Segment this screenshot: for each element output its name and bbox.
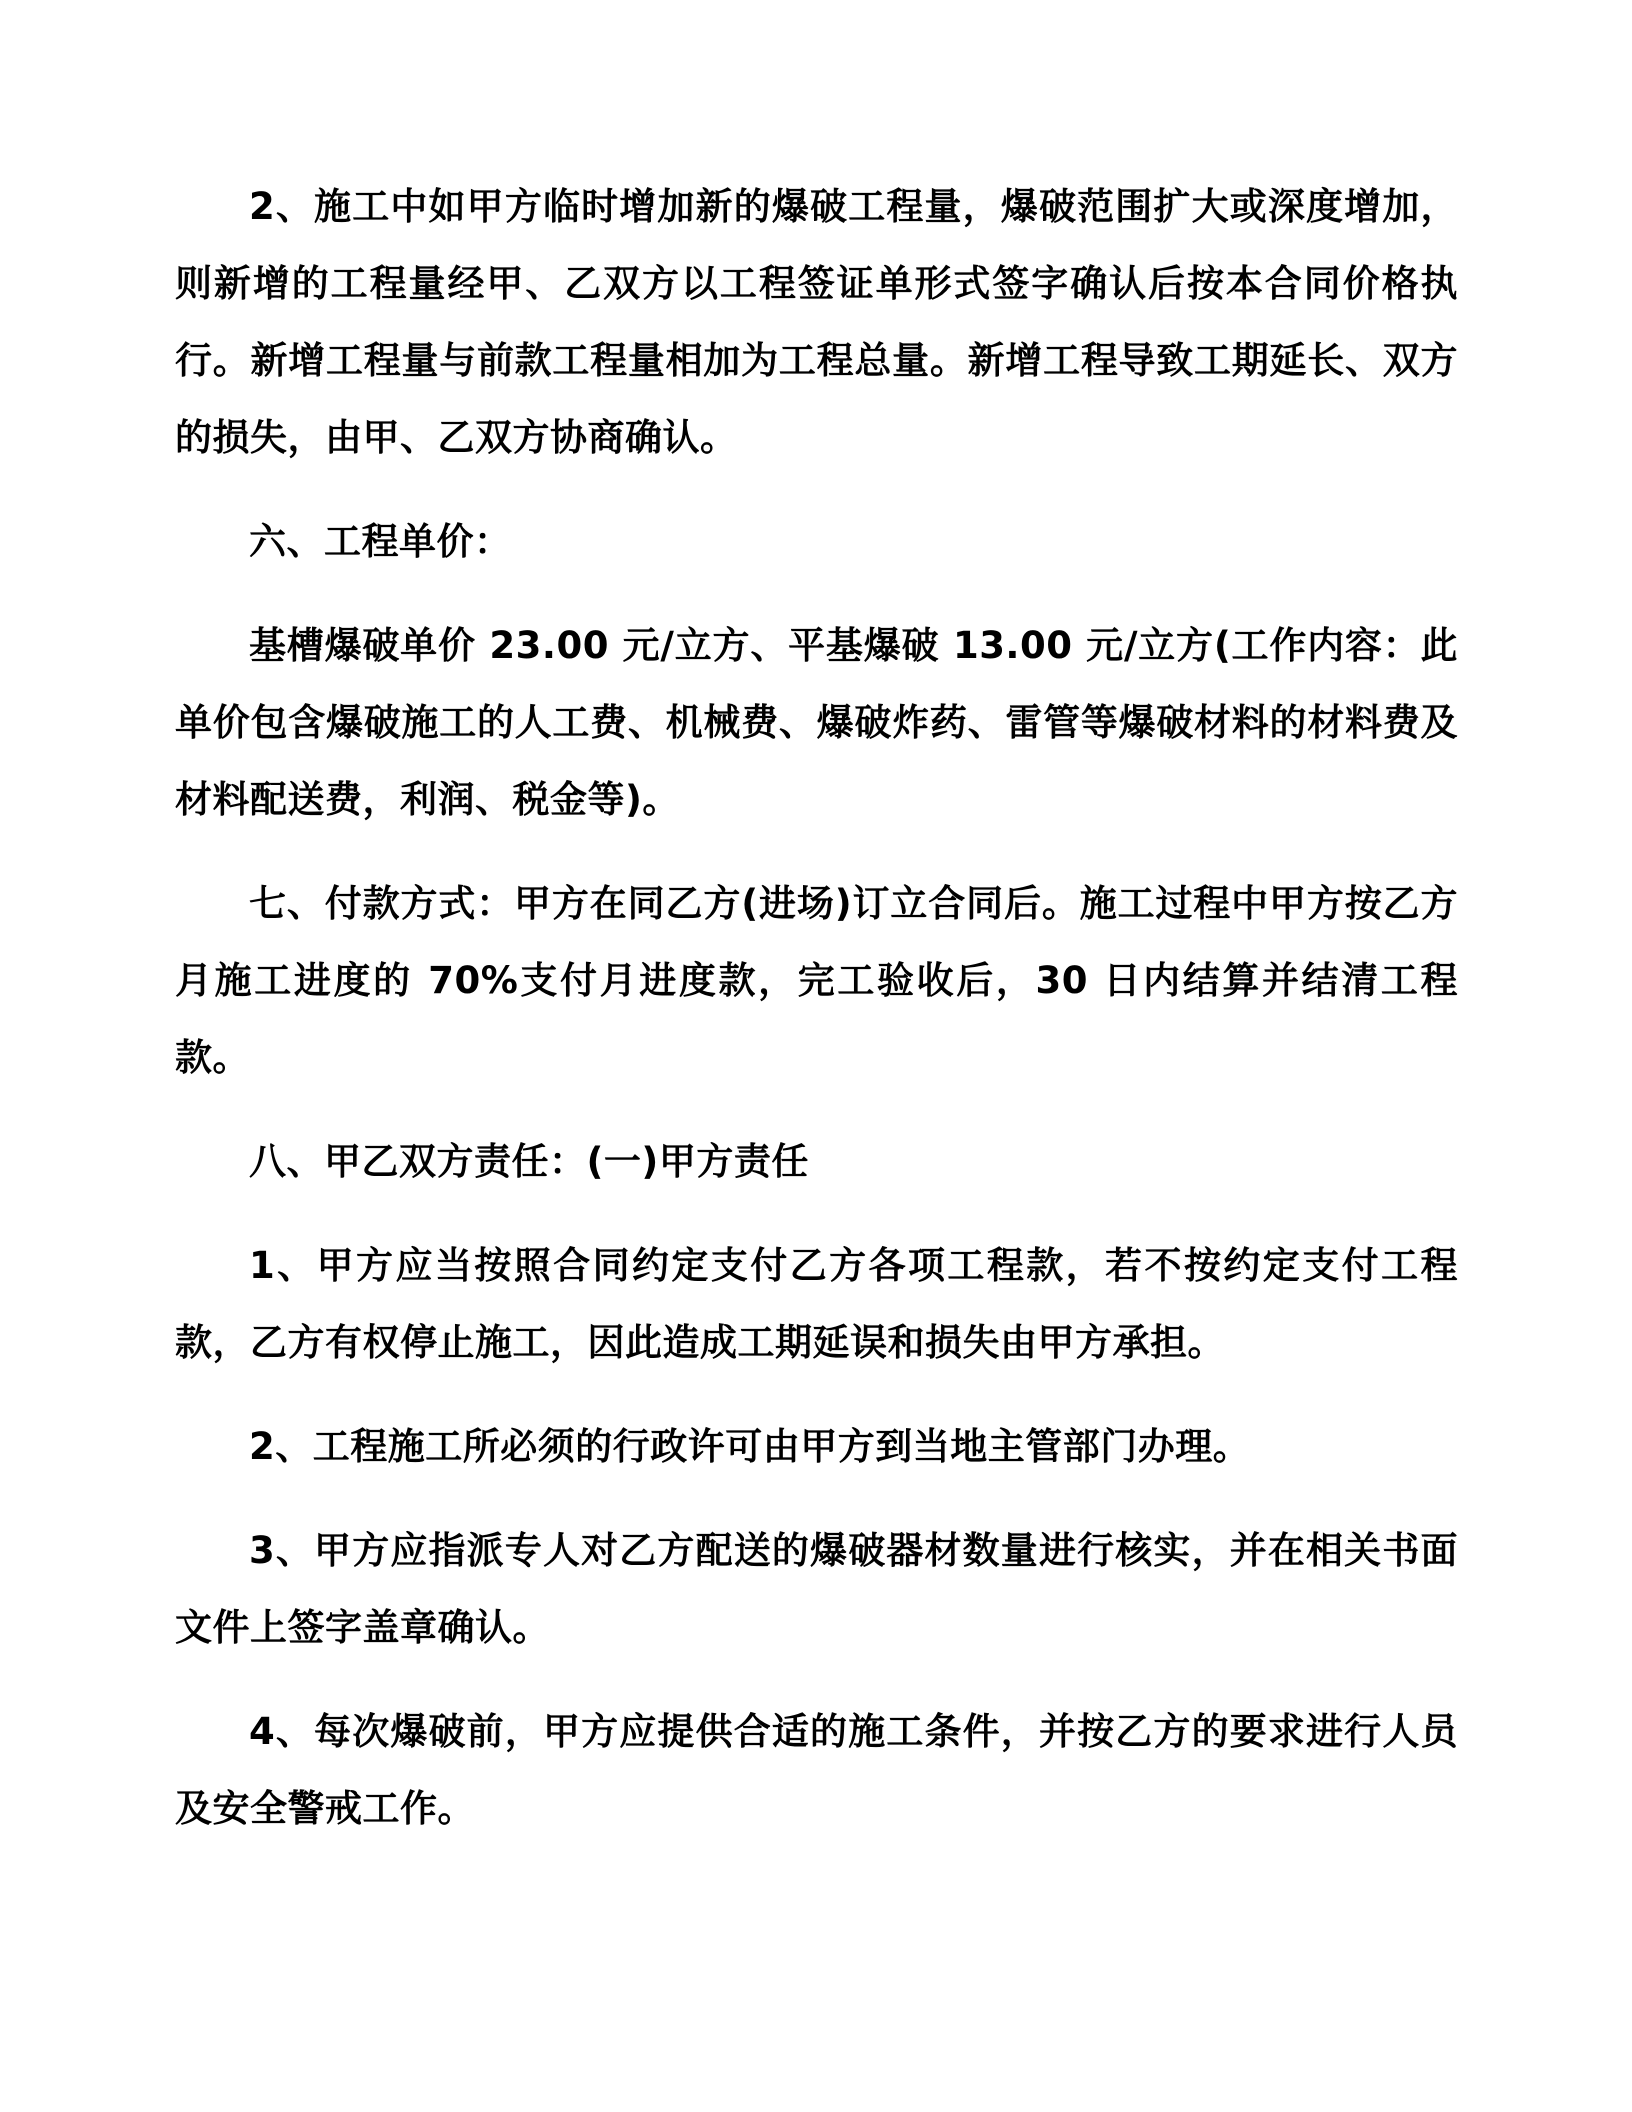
paragraph-party-a-item-1: 1、甲方应当按照合同约定支付乙方各项工程款，若不按约定支付工程款，乙方有权停止施工，因此造成工期延误和损失由甲方承担。: [175, 1244, 1458, 1364]
paragraph-heading-unit-price: 六、工程单价：: [249, 520, 512, 563]
paragraph-payment-terms: 七、付款方式：甲方在同乙方(进场)订立合同后。施工过程中甲方按乙方月施工进度的 70%支付月进度款，完工验收后，30 日内结算并结清工程款。: [175, 882, 1458, 1079]
paragraph-party-a-item-2: 2、工程施工所必须的行政许可由甲方到当地主管部门办理。: [249, 1425, 1251, 1468]
paragraph-clause-2-added-works: 2、施工中如甲方临时增加新的爆破工程量，爆破范围扩大或深度增加，则新增的工程量经甲、乙双方以工程签证单形式签字确认后按本合同价格执行。新增工程量与前款工程量相加为工程总量。新增工程导致工期延长、双方的损失，由甲、乙双方协商确认。: [175, 185, 1458, 459]
paragraph-unit-price-detail: 基槽爆破单价 23.00 元/立方、平基爆破 13.00 元/立方(工作内容：此单价包含爆破施工的人工费、机械费、爆破炸药、雷管等爆破材料的材料费及材料配送费，利润、税金等)。: [175, 624, 1458, 821]
paragraph-party-a-item-3: 3、甲方应指派专人对乙方配送的爆破器材数量进行核实，并在相关书面文件上签字盖章确认。: [175, 1529, 1458, 1649]
paragraph-heading-responsibilities: 八、甲乙双方责任：(一)甲方责任: [249, 1140, 809, 1183]
paragraph-party-a-item-4: 4、每次爆破前，甲方应提供合适的施工条件，并按乙方的要求进行人员及安全警戒工作。: [175, 1710, 1458, 1830]
document-body: [175, 168, 1458, 1847]
